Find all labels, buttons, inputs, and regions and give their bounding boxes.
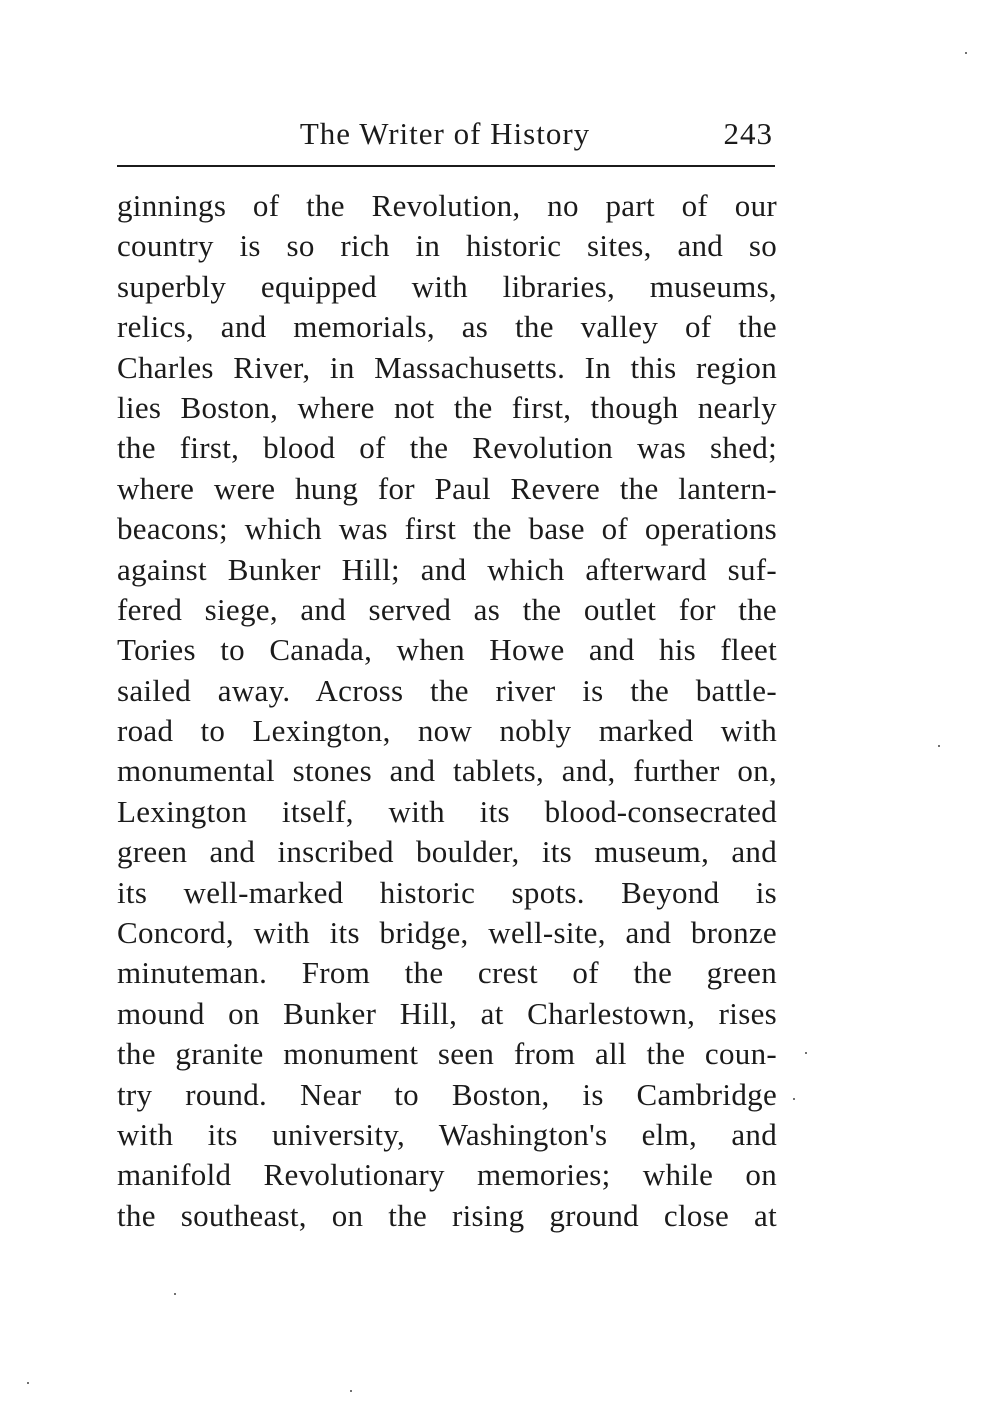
- text-line: ginnings of the Revolution, no part of our: [117, 188, 777, 223]
- text-line: mound on Bunker Hill, at Charlestown, rises: [117, 995, 777, 1031]
- text-line: the southeast, on the rising ground close at: [117, 1197, 777, 1233]
- text-line: Charles River, in Massachusetts. In this region: [117, 349, 777, 385]
- body-text: [117, 186, 777, 1236]
- running-title: The Writer of History: [299, 116, 591, 151]
- running-head: [117, 112, 773, 156]
- text-line: road to Lexington, now nobly marked with: [117, 713, 777, 749]
- text-line: fered siege, and served as the outlet for the: [117, 591, 777, 627]
- text-line: Lexington itself, with its blood-consecrated: [117, 793, 777, 829]
- scan-speck: [805, 1052, 807, 1054]
- text-line: manifold Revolutionary memories; while on: [117, 1157, 777, 1193]
- scan-speck: [965, 52, 967, 54]
- text-line: where were hung for Paul Revere the lantern-: [117, 470, 777, 506]
- text-line: relics, and memorials, as the valley of the: [117, 309, 777, 345]
- text-line: minuteman. From the crest of the green: [117, 955, 777, 991]
- text-line: green and inscribed boulder, its museum, and: [117, 834, 777, 870]
- scan-speck: [27, 1382, 29, 1384]
- text-line: the first, blood of the Revolution was shed;: [117, 430, 777, 466]
- text-line: beacons; which was first the base of operations: [117, 511, 777, 547]
- text-line: lies Boston, where not the first, though nearly: [117, 389, 777, 425]
- page-number: 243: [723, 116, 773, 151]
- text-line: monumental stones and tablets, and, further on,: [117, 753, 777, 789]
- text-line: against Bunker Hill; and which afterward suf-: [117, 551, 777, 587]
- text-line: sailed away. Across the river is the battle-: [117, 672, 777, 708]
- text-line: the granite monument seen from all the coun-: [117, 1036, 777, 1072]
- text-line: country is so rich in historic sites, and so: [117, 228, 777, 264]
- text-line: superbly equipped with libraries, museums,: [117, 268, 777, 304]
- scan-speck: [174, 1293, 176, 1295]
- text-line: try round. Near to Boston, is Cambridge: [117, 1076, 777, 1112]
- scan-speck: [793, 1098, 795, 1100]
- text-line: Concord, with its bridge, well-site, and bronze: [117, 915, 777, 951]
- text-line: its well-marked historic spots. Beyond is: [117, 874, 777, 910]
- scan-speck: [938, 745, 940, 747]
- header-rule: [117, 165, 775, 167]
- text-line: with its university, Washington's elm, and: [117, 1116, 777, 1152]
- scan-speck: [350, 1390, 352, 1392]
- text-line: Tories to Canada, when Howe and his fleet: [117, 632, 777, 668]
